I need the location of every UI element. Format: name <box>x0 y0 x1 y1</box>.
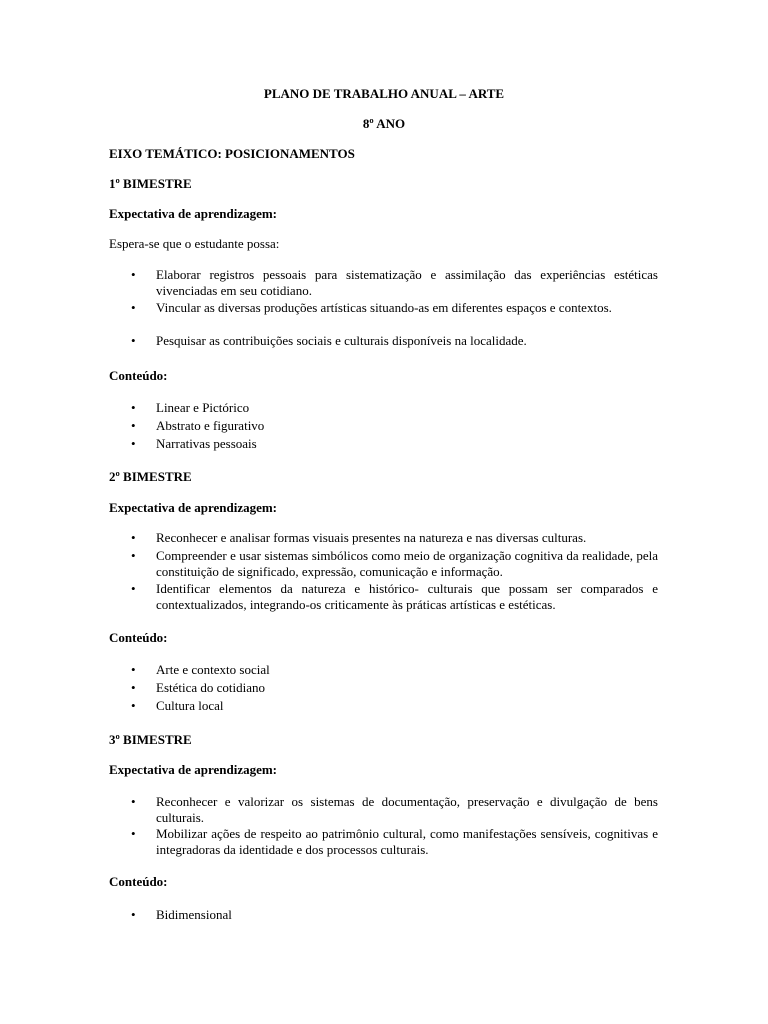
list-item <box>109 826 658 858</box>
list-item-text: Reconhecer e analisar formas visuais presentes na natureza e nas diversas culturas. <box>156 530 587 545</box>
list-item-text: Pesquisar as contribuições sociais e culturais disponíveis na localidade. <box>156 333 527 348</box>
list-item <box>109 698 658 714</box>
bullet-icon: • <box>131 548 136 563</box>
term-1-expectation-label: Expectativa de aprendizagem: <box>109 206 278 221</box>
bullet-icon: • <box>131 530 136 545</box>
list-item-text: Abstrato e figurativo <box>156 418 265 433</box>
document-title: PLANO DE TRABALHO ANUAL – ARTE <box>263 86 505 101</box>
term-2-heading: 2º BIMESTRE <box>109 469 192 484</box>
bullet-icon: • <box>131 333 136 348</box>
list-item <box>109 530 658 546</box>
term-1-content-label: Conteúdo: <box>109 368 168 383</box>
list-item-text: Vincular as diversas produções artísticas situando-as em diferentes espaços e contextos. <box>156 300 612 315</box>
list-item-text: Elaborar registros pessoais para sistematização e assimilação das experiências estéticas vivenciadas em seu cotidiano. <box>156 267 658 298</box>
term-1-heading: 1º BIMESTRE <box>109 176 192 191</box>
term-2-content-label: Conteúdo: <box>109 630 168 645</box>
list-item <box>109 333 658 349</box>
list-item <box>109 662 658 678</box>
list-item <box>109 300 658 332</box>
list-item-text: Arte e contexto social <box>156 662 270 677</box>
list-item-text: Reconhecer e valorizar os sistemas de documentação, preservação e divulgação de bens culturais. <box>156 794 658 825</box>
term-3-content-label: Conteúdo: <box>109 874 168 889</box>
bullet-icon: • <box>131 436 136 451</box>
list-item <box>109 794 658 826</box>
list-item-text: Cultura local <box>156 698 224 713</box>
list-item-text: Narrativas pessoais <box>156 436 257 451</box>
list-item-text: Identificar elementos da natureza e histórico- culturais que possam ser comparados e contextualizados, integrando-os criticamente às práticas artísticas e estéticas. <box>156 581 658 612</box>
list-item <box>109 418 658 434</box>
term-1-intro: Espera-se que o estudante possa: <box>109 236 280 251</box>
bullet-icon: • <box>131 418 136 433</box>
list-item-text: Bidimensional <box>156 907 232 922</box>
list-item-text: Mobilizar ações de respeito ao patrimônio cultural, como manifestações sensíveis, cognitivas e integradoras da identidade e dos processos culturais. <box>156 826 658 857</box>
bullet-icon: • <box>131 267 136 282</box>
bullet-icon: • <box>131 698 136 713</box>
list-item <box>109 267 658 299</box>
list-item <box>109 436 658 452</box>
bullet-icon: • <box>131 907 136 922</box>
bullet-icon: • <box>131 662 136 677</box>
list-item-text: Estética do cotidiano <box>156 680 266 695</box>
list-item <box>109 400 658 416</box>
axis-heading: EIXO TEMÁTICO: POSICIONAMENTOS <box>109 146 355 161</box>
term-3-expectation-label: Expectativa de aprendizagem: <box>109 762 278 777</box>
list-item-text: Compreender e usar sistemas simbólicos como meio de organização cognitiva da realidade, pela constituição de significado, expressão, comunicação e informação. <box>156 548 658 579</box>
list-item-text: Linear e Pictórico <box>156 400 250 415</box>
term-2-expectation-label: Expectativa de aprendizagem: <box>109 500 278 515</box>
list-item <box>109 680 658 696</box>
list-item <box>109 548 658 580</box>
bullet-icon: • <box>131 680 136 695</box>
list-item <box>109 581 658 613</box>
list-item <box>109 907 658 923</box>
bullet-icon: • <box>131 300 136 315</box>
bullet-icon: • <box>131 400 136 415</box>
bullet-icon: • <box>131 794 136 809</box>
grade-heading: 8º ANO <box>362 116 406 131</box>
bullet-icon: • <box>131 826 136 841</box>
bullet-icon: • <box>131 581 136 596</box>
term-3-heading: 3º BIMESTRE <box>109 732 192 747</box>
